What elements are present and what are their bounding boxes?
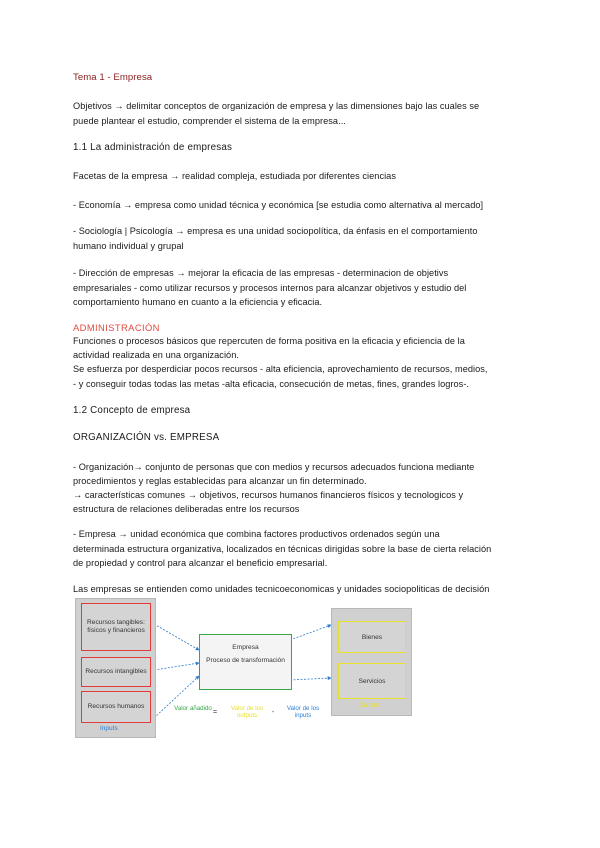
section-2-heading: 1.2 Concepto de empresa [73,405,191,416]
direccion-line-2: empresariales - como utilizar recursos y procesos internos para alcanzar objetivos y estudio del [73,283,467,293]
unidades-line: Las empresas se entienden como unidades tecnicoeconomicas y unidades sociopoliticas de decisión [73,584,490,594]
arrow-empresa-to-servicios [290,678,331,680]
organizacion-vs-empresa-heading: ORGANIZACIÓN vs. EMPRESA [73,432,220,443]
valor-anadido-label: Valor añadido [174,705,212,712]
organizacion-line-2: procedimientos y reglas establecidas para alcanzar un fin determinado. [73,476,367,486]
empresa-line-2: determinada estructura organizativa, localizados en técnicas dirigidas sobre la base de cierta relación [73,544,492,554]
inputs-panel [75,598,156,738]
organizacion-line-4: estructura de relaciones deliberadas entre los recursos [73,504,300,514]
empresa-line-1: - Empresa → unidad económica que combina factores productivos ordenados según una [73,529,440,539]
administracion-line-1: Funciones o procesos básicos que repercuten de forma positiva en la eficacia y eficiencia de la [73,336,465,346]
arrow-empresa-to-bienes [290,625,331,640]
administracion-line-2: actividad realizada en una organización. [73,350,239,360]
arrow-tangibles-to-empresa [154,624,199,650]
process-title: Empresa [232,644,259,651]
output-bienes: Bienes [338,621,406,653]
valor-inputs-label: Valor de los inputs [286,705,320,719]
direccion-line-3: comportamiento humano en cuanto a la eficiencia y eficacia. [73,297,323,307]
intro-line-2: puede plantear el estudio, comprender el sistema de la empresa... [73,116,346,126]
outputs-label: Outputs [359,703,381,709]
administracion-heading: ADMINISTRACIÓN [73,322,160,333]
intro-line-1: Objetivos → delimitar conceptos de organización de empresa y las dimensiones bajo las cuales se [73,101,480,111]
section-1-heading: 1.1 La administración de empresas [73,142,233,153]
arrow-intangibles-to-empresa [154,663,199,670]
empresa-line-3: de propiedad y control para alcanzar el beneficio empresarial. [73,558,328,568]
equals-sign: = [213,709,218,716]
process-subtitle: Proceso de transformación [206,656,285,664]
input-recursos-tangibles: Recursos tangibles: físicos y financieros [81,603,151,651]
sociologia-line-1: - Sociología | Psicología → empresa es una unidad sociopolítica, da énfasis en el comportamiento [73,226,478,236]
document-title: Tema 1 - Empresa [73,72,153,83]
administracion-line-3: Se esfuerza por desperdiciar pocos recursos - alta eficiencia, aprovechamiento de recursos, medios, [73,364,488,374]
economia-line: - Economía → empresa como unidad técnica y económica [se estudia como alternativa al mercado] [73,200,484,210]
sociologia-line-2: humano individual y grupal [73,241,184,251]
output-servicios: Servicios [338,663,406,699]
administracion-line-4: - y conseguir todas todas las metas -alta eficacia, consecución de metas, fines, grandes logros-. [73,379,470,389]
facetas-line: Facetas de la empresa → realidad compleja, estudiada por diferentes ciencias [73,171,396,181]
input-recursos-intangibles: Recursos intangibles [81,657,151,687]
minus-sign: - [272,709,275,716]
process-box [199,634,292,690]
direccion-line-1: - Dirección de empresas → mejorar la eficacia de las empresas - determinacion de objetivs [73,268,449,278]
organizacion-line-3: → características comunes → objetivos, recursos humanos financieros físicos y tecnologicos y [73,490,464,500]
input-recursos-humanos: Recursos humanos [81,691,151,723]
input-output-diagram [75,598,415,738]
valor-outputs-label: Valor de los outputs [230,705,264,719]
outputs-panel [331,608,412,716]
inputs-label: Inputs [100,725,118,732]
organizacion-line-1: - Organización→ conjunto de personas que con medios y recursos adecuados funciona mediante [73,462,475,472]
